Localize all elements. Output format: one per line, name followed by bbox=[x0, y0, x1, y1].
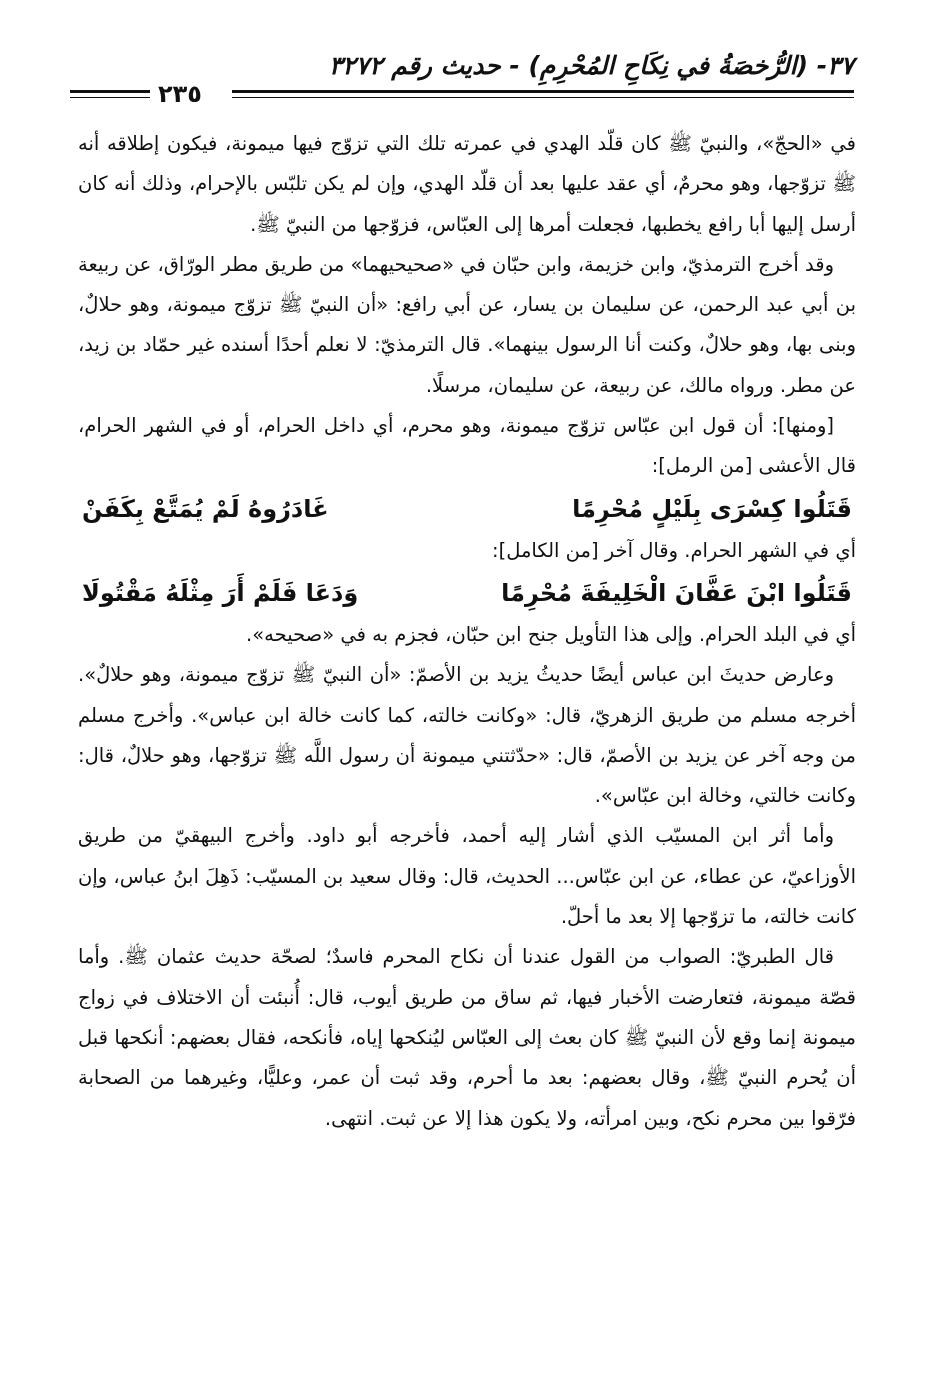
page-header bbox=[70, 48, 854, 108]
header-rule-left bbox=[70, 90, 150, 98]
paragraph: في «الحجّ»، والنبيّ ﷺ كان قلّد الهدي في عمرته تلك التي تزوّج فيها ميمونة، فيكون إطلاقه أنه ﷺ تزوّجها، وهو محرمٌ، أي عقد عليها بعد أن قلّد الهدي، وإن لم يكن تلبّس بالإحرام، وذلك أنه كان أرسل إليها أبا رافع يخطبها، فجعلت أمرها إلى العبّاس، فزوّجها من النبيّ ﷺ. bbox=[78, 132, 856, 236]
verse-hemistich-second: وَدَعَا فَلَمْ أَرَ مِثْلَهُ مَقْتُولَا bbox=[82, 578, 359, 607]
running-title: ٣٧- (الرُّخصَةُ في نِكَاحِ المُحْرِمِ) - حديث رقم ٣٢٧٢ bbox=[328, 51, 854, 80]
paragraph: وقد أخرج الترمذيّ، وابن خزيمة، وابن حبّان في «صحيحيهما» من طريق مطر الورّاق، عن ربيعة بن أبي عبد الرحمن، عن سليمان بن يسار، عن أبي رافع: «أن النبيّ ﷺ تزوّج ميمونة، وهو حلالٌ، وبنى بها، وهو حلالٌ، وكنت أنا الرسول بينهما». قال الترمذيّ: لا نعلم أحدًا أسنده غير حمّاد بن زيد، عن مطر. ورواه مالك، عن ربيعة، عن سليمان، مرسلًا. bbox=[78, 252, 856, 397]
paragraph: أي في الشهر الحرام. وقال آخر [من الكامل]: bbox=[492, 538, 856, 562]
verse-hemistich-first: قَتَلُوا ابْنَ عَفَّانَ الْخَلِيفَةَ مُحْرِمًا bbox=[501, 578, 852, 607]
paragraph: وعارض حديثَ ابن عباس أيضًا حديثُ يزيد بن الأصمّ: «أن النبيّ ﷺ تزوّج ميمونة، وهو حلالٌ». أخرجه مسلم من طريق الزهريّ، قال: «وكانت خالته، كما كانت خالة ابن عباس». وأخرج مسلم من وجه آخر عن يزيد بن الأصمّ، قال: «حدّثتني ميمونة أن رسول اللَّه ﷺ تزوّجها، وهو حلالٌ، قال: وكانت خالتي، وخالة ابن عبّاس». bbox=[78, 663, 856, 808]
header-rule-right bbox=[232, 90, 854, 98]
verse-hemistich-second: غَادَرُوهُ لَمْ يُمَتَّعْ بِكَفَنْ bbox=[82, 494, 329, 523]
page-number: ٢٣٥ bbox=[158, 80, 202, 108]
paragraph: أي في البلد الحرام. وإلى هذا التأويل جنح ابن حبّان، فجزم به في «صحيحه». bbox=[246, 622, 856, 646]
paragraph: [ومنها]: أن قول ابن عبّاس تزوّج ميمونة، وهو محرم، أي داخل الحرام، أو في الشهر الحرام، قال الأعشى [من الرمل]: bbox=[78, 414, 856, 478]
verse-hemistich-first: قَتَلُوا كِسْرَى بِلَيْلٍ مُحْرِمًا bbox=[572, 494, 852, 523]
paragraph: وأما أثر ابن المسيّب الذي أشار إليه أحمد، فأخرجه أبو داود. وأخرج البيهقيّ من طريق الأوزاعيّ، عن عطاء، عن ابن عبّاس... الحديث، قال: وقال سعيد بن المسيّب: ذَهِلَ ابنُ عباس، وإن كانت خالته، ما تزوّجها إلا بعد ما أحلّ. bbox=[78, 824, 856, 929]
body-text bbox=[78, 124, 856, 1139]
poetry-verse bbox=[78, 571, 856, 615]
paragraph: قال الطبريّ: الصواب من القول عندنا أن نكاح المحرم فاسدٌ؛ لصحّة حديث عثمان ﷺ. وأما قصّة ميمونة، فتعارضت الأخبار فيها، ثم ساق من طريق أيوب، قال: أُنبئت أن الاختلاف في زواج ميمونة إنما وقع لأن النبيّ ﷺ كان بعث إلى العبّاس ليُنكحها إياه، فأنكحه، فقال بعضهم: أنكحها قبل أن يُحرم النبيّ ﷺ، وقال بعضهم: بعد ما أحرم، وقد ثبت أن عمر، وعليًّا، وغيرهما من الصحابة فرّقوا بين محرم نكح، وبين امرأته، ولا يكون هذا إلا عن ثبت. انتهى. bbox=[78, 945, 856, 1130]
poetry-verse bbox=[78, 487, 856, 531]
